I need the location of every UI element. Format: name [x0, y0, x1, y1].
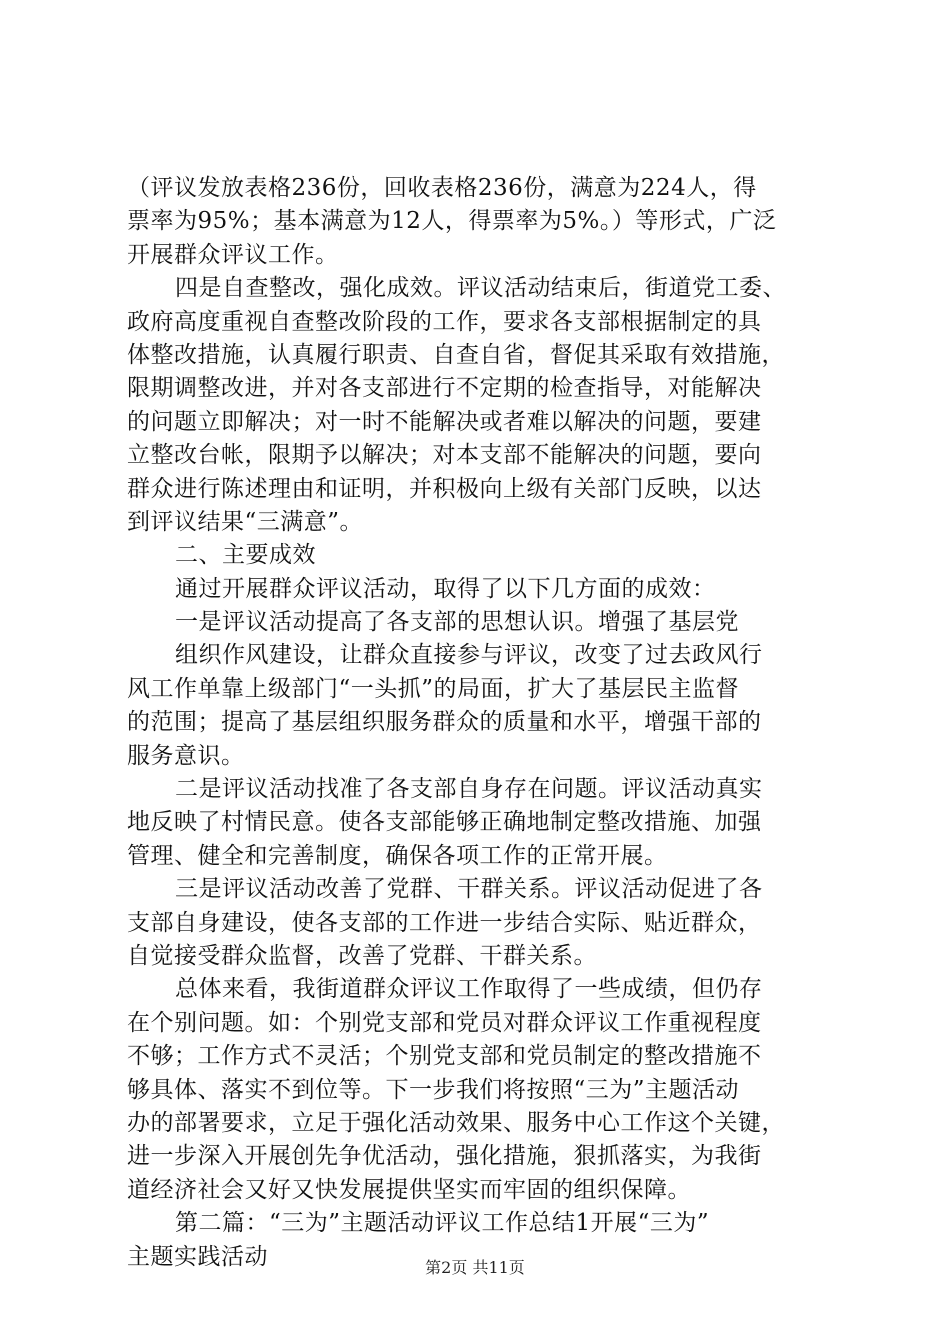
text-line: （评议发放表格236份，回收表格236份，满意为224人，得	[127, 175, 757, 201]
text-line: 四是自查整改，强化成效。评议活动结束后，街道党工委、	[175, 275, 786, 302]
text-line: 进一步深入开展创先争优活动，强化措施，狠抓落实，为我街	[127, 1143, 762, 1170]
text-line: 管理、健全和完善制度，确保各项工作的正常开展。	[127, 842, 668, 869]
text-line: 自觉接受群众监督，改善了党群、干群关系。	[127, 942, 597, 969]
text-line: 道经济社会又好又快发展提供坚实而牢固的组织保障。	[127, 1176, 691, 1203]
text-line: 地反映了村情民意。使各支部能够正确地制定整改措施、加强	[127, 809, 762, 836]
text-line: 通过开展群众评议活动，取得了以下几方面的成效：	[175, 575, 716, 602]
text-line: 服务意识。	[127, 742, 245, 769]
text-line: 一是评议活动提高了各支部的思想认识。增强了基层党	[175, 609, 739, 636]
text-line: 主题实践活动	[127, 1243, 268, 1270]
text-line: 不够；工作方式不灵活；个别党支部和党员制定的整改措施不	[127, 1043, 762, 1070]
text-line: 限期调整改进，并对各支部进行不定期的检查指导，对能解决	[127, 375, 762, 402]
text-line: 总体来看，我街道群众评议工作取得了一些成绩，但仍存	[175, 976, 763, 1003]
text-line: 体整改措施，认真履行职责、自查自省，督促其采取有效措施，	[127, 341, 785, 368]
text-line: 二是评议活动找准了各支部自身存在问题。评议活动真实	[175, 776, 763, 803]
text-line: 三是评议活动改善了党群、干群关系。评议活动促进了各	[175, 876, 763, 903]
text-line: 风工作单靠上级部门“一头抓”的局面，扩大了基层民主监督	[127, 675, 740, 702]
page-footer: 第2页 共11页	[425, 1258, 525, 1277]
text-line: 的问题立即解决；对一时不能解决或者难以解决的问题，要建	[127, 408, 762, 435]
text-line: 到评议结果“三满意”。	[127, 508, 364, 535]
text-line: 第二篇：“三为”主题活动评议工作总结1开展“三为”	[175, 1210, 710, 1237]
text-line: 支部自身建设，使各支部的工作进一步结合实际、贴近群众，	[127, 909, 762, 936]
text-line: 立整改台帐，限期予以解决；对本支部不能解决的问题，要向	[127, 442, 762, 469]
document-body	[127, 172, 842, 1274]
text-line: 在个别问题。如：个别党支部和党员对群众评议工作重视程度	[127, 1009, 762, 1036]
text-line: 的范围；提高了基层组织服务群众的质量和水平，增强干部的	[127, 709, 762, 736]
text-line: 政府高度重视自查整改阶段的工作，要求各支部根据制定的具	[127, 308, 762, 335]
text-line: 二、主要成效	[175, 542, 316, 569]
text-line: 组织作风建设，让群众直接参与评议，改变了过去政风行	[175, 642, 763, 669]
text-line: 办的部署要求，立足于强化活动效果、服务中心工作这个关键，	[127, 1109, 785, 1136]
text-line: 群众进行陈述理由和证明，并积极向上级有关部门反映，以达	[127, 475, 762, 502]
text-line: 够具体、落实不到位等。下一步我们将按照“三为”主题活动	[127, 1076, 740, 1103]
text-line: 票率为95%；基本满意为12人，得票率为5%。）等形式，广泛	[127, 208, 777, 235]
text-line: 开展群众评议工作。	[127, 241, 339, 268]
